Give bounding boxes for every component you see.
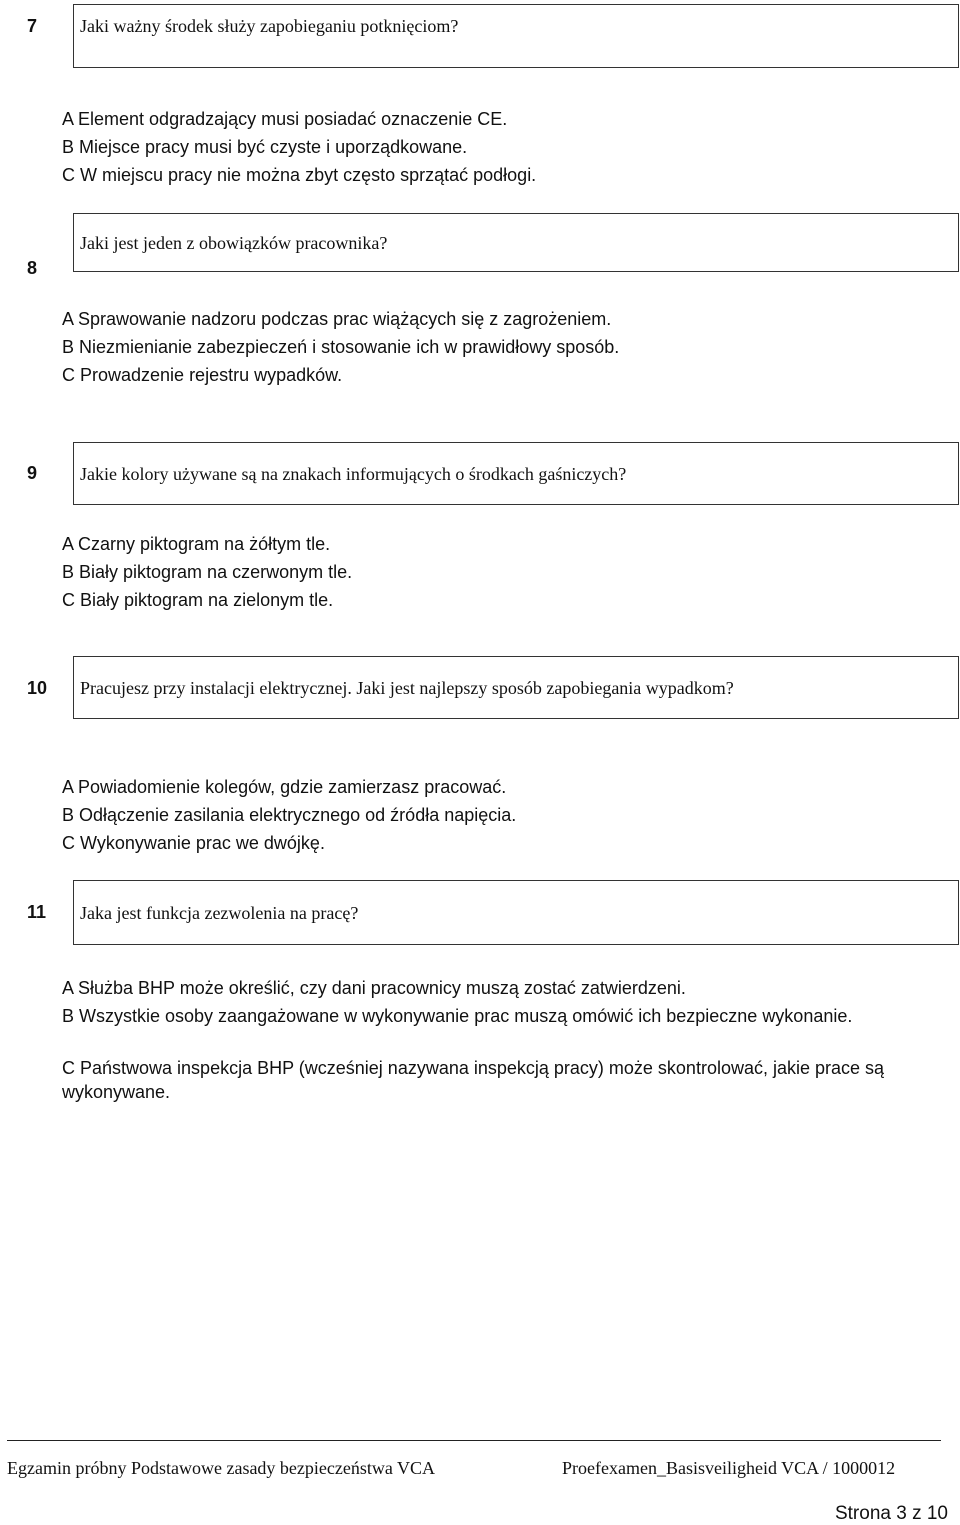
question-text: Jaki ważny środek służy zapobieganiu potknięciom? bbox=[80, 16, 459, 36]
answer-option-b: B Niezmienianie zabezpieczeń i stosowanie ich w prawidłowy sposób. bbox=[62, 337, 620, 357]
answer-option-a: A Element odgradzający musi posiadać oznaczenie CE. bbox=[62, 109, 508, 129]
answer-option-c: C Prowadzenie rejestru wypadków. bbox=[62, 365, 343, 385]
answer-option-c: C Biały piktogram na zielonym tle. bbox=[62, 590, 334, 610]
question-box bbox=[73, 213, 959, 272]
footer-divider bbox=[7, 1440, 941, 1441]
footer-right-text: Proefexamen_Basisveiligheid VCA / 1000012 bbox=[562, 1458, 896, 1478]
question-text: Pracujesz przy instalacji elektrycznej. Jaki jest najlepszy sposób zapobiegania wypadkom? bbox=[80, 678, 734, 698]
question-box bbox=[73, 880, 959, 945]
question-number: 8 bbox=[27, 258, 38, 278]
answer-option-c: C W miejscu pracy nie można zbyt często sprzątać podłogi. bbox=[62, 165, 537, 185]
question-box bbox=[73, 656, 959, 719]
answer-option-b: B Wszystkie osoby zaangażowane w wykonywanie prac muszą omówić ich bezpieczne wykonanie. bbox=[62, 1006, 853, 1026]
answer-option-a: A Służba BHP może określić, czy dani pracownicy muszą zostać zatwierdzeni. bbox=[62, 978, 686, 998]
footer-left-text: Egzamin próbny Podstawowe zasady bezpieczeństwa VCA bbox=[7, 1458, 436, 1478]
answer-option-b: B Biały piktogram na czerwonym tle. bbox=[62, 562, 353, 582]
answer-option-a: A Powiadomienie kolegów, gdzie zamierzasz pracować. bbox=[62, 777, 507, 797]
question-text: Jaka jest funkcja zezwolenia na pracę? bbox=[80, 903, 359, 923]
answer-option-a: A Sprawowanie nadzoru podczas prac wiążących się z zagrożeniem. bbox=[62, 309, 612, 329]
question-text: Jakie kolory używane są na znakach informujących o środkach gaśniczych? bbox=[80, 464, 627, 484]
question-number: 9 bbox=[27, 463, 38, 483]
page-number: Strona 3 z 10 bbox=[834, 1503, 948, 1524]
question-number: 10 bbox=[27, 678, 48, 698]
question-box bbox=[73, 442, 959, 505]
answer-option-c: C Państwowa inspekcja BHP (wcześniej nazywana inspekcją pracy) może skontrolować, jakie prace są wykonywane. bbox=[62, 1058, 885, 1102]
answer-option-c: C Wykonywanie prac we dwójkę. bbox=[62, 833, 325, 853]
question-number: 11 bbox=[27, 902, 47, 922]
answer-option-b: B Odłączenie zasilania elektrycznego od źródła napięcia. bbox=[62, 805, 517, 825]
answer-option-b: B Miejsce pracy musi być czyste i uporządkowane. bbox=[62, 137, 468, 157]
question-box bbox=[73, 4, 959, 68]
question-text: Jaki jest jeden z obowiązków pracownika? bbox=[80, 233, 388, 253]
question-number: 7 bbox=[27, 16, 38, 36]
answer-option-a: A Czarny piktogram na żółtym tle. bbox=[62, 534, 331, 554]
